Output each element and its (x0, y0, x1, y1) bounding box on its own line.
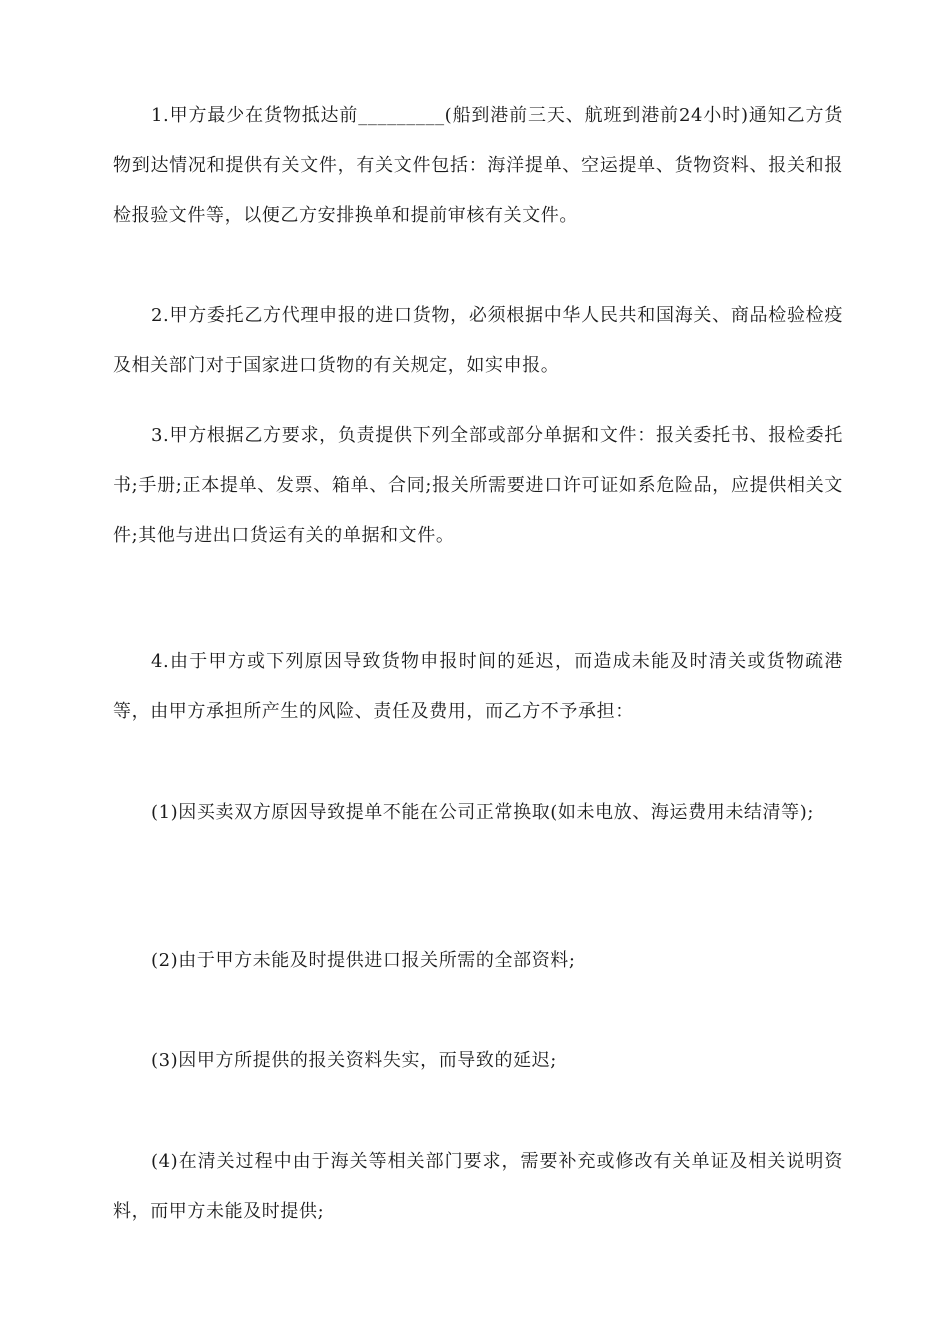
clause-1-paragraph: 1.甲方最少在货物抵达前_________(船到港前三天、航班到港前24小时)通知乙方货物到达情况和提供有关文件，有关文件包括：海洋提单、空运提单、货物资料、报关和报检报验文件等，以便乙方安排换单和提前审核有关文件。 (113, 105, 843, 226)
clause-4-item-2: (2)由于甲方未能及时提供进口报关所需的全部资料; (151, 950, 576, 971)
clause-4-item-3: (3)因甲方所提供的报关资料失实，而导致的延迟; (151, 1050, 557, 1071)
clause-4-item-1: (1)因买卖双方原因导致提单不能在公司正常换取(如未电放、海运费用未结清等); (151, 802, 815, 823)
clause-4-item-4: (4)在清关过程中由于海关等相关部门要求，需要补充或修改有关单证及相关说明资料，而甲方未能及时提供; (113, 1151, 843, 1222)
clause-3-paragraph: 3.甲方根据乙方要求，负责提供下列全部或部分单据和文件：报关委托书、报检委托书;手册;正本提单、发票、箱单、合同;报关所需要进口许可证如系危险品，应提供相关文件;其他与进出口货运有关的单据和文件。 (113, 425, 843, 546)
clause-2-paragraph: 2.甲方委托乙方代理申报的进口货物，必须根据中华人民共和国海关、商品检验检疫及相关部门对于国家进口货物的有关规定，如实申报。 (113, 305, 843, 376)
clause-4-paragraph: 4.由于甲方或下列原因导致货物申报时间的延迟，而造成未能及时清关或货物疏港等，由甲方承担所产生的风险、责任及费用，而乙方不予承担： (113, 651, 843, 722)
